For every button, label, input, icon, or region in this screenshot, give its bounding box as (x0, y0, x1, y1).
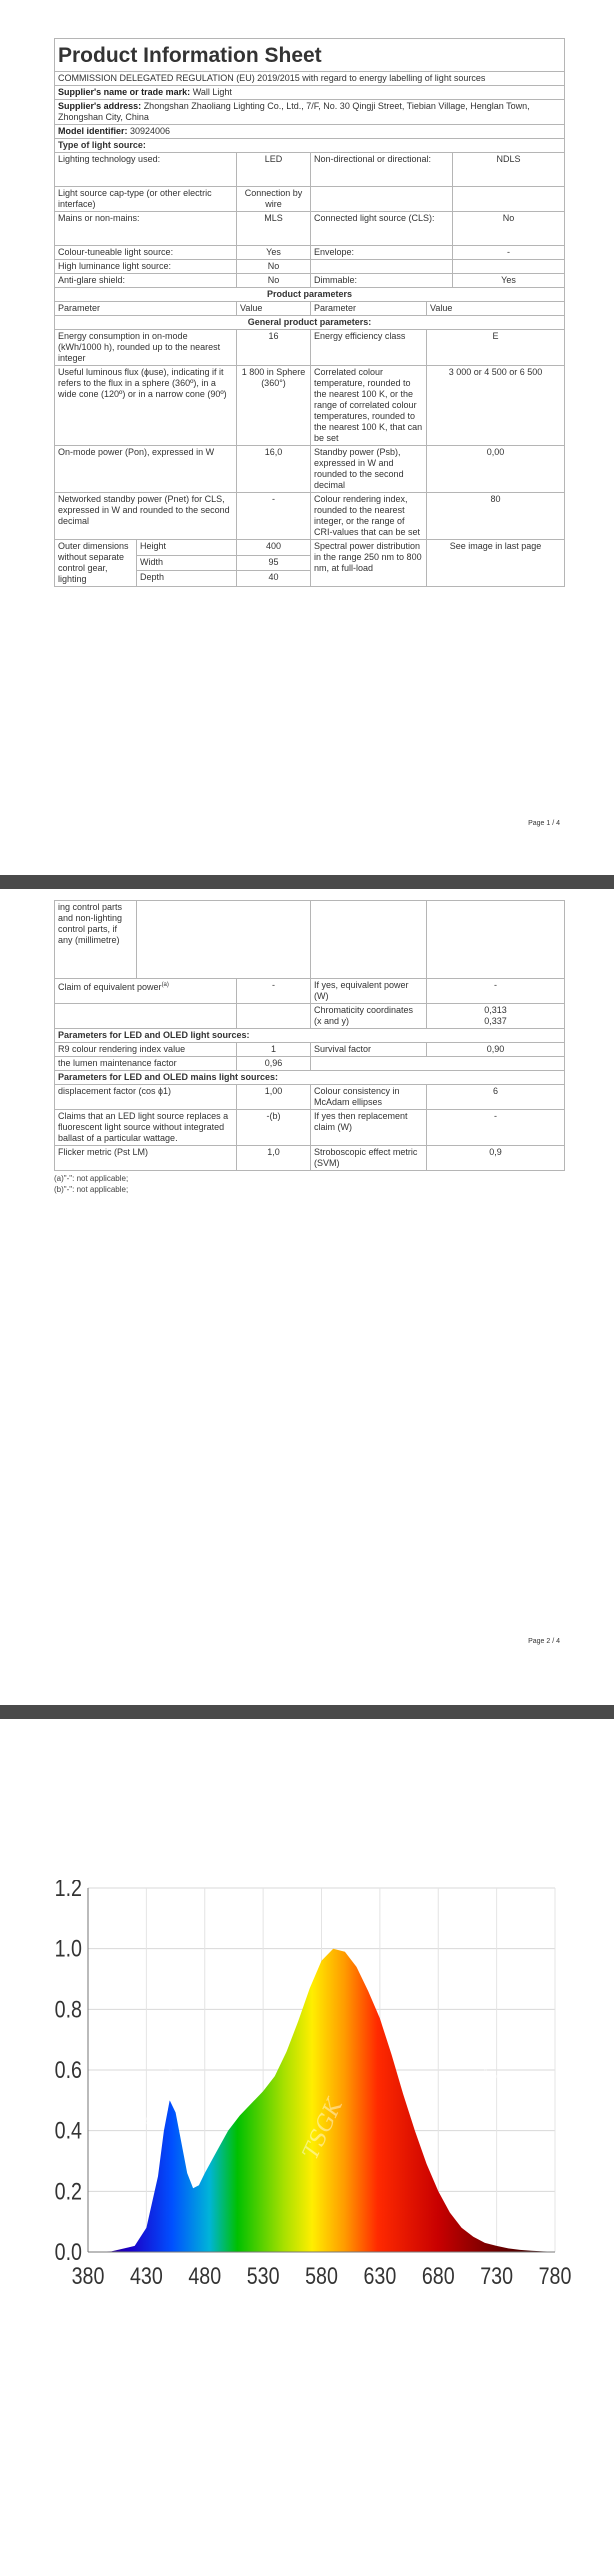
x-tick-label: 430 (129, 2262, 163, 2290)
captype-value: Connection by wire (237, 187, 311, 212)
x-tick-label: 530 (246, 2262, 280, 2290)
model-row (55, 125, 565, 139)
watermark-text: TSGK (456, 2064, 506, 2134)
page-title: Product Information Sheet (55, 39, 565, 72)
antiglare-value: No (237, 274, 311, 288)
spd-value: See image in last page (427, 540, 565, 587)
dimmable-value: Yes (453, 274, 565, 288)
networked-value: - (237, 493, 311, 540)
y-tick-label: 0.0 (54, 2238, 82, 2266)
supplier-address-row (55, 100, 565, 125)
page-1 (54, 38, 564, 828)
svm-label: Stroboscopic effect metric (SVM) (311, 1146, 427, 1171)
networked-label: Networked standby power (Pnet) for CLS, expressed in W and rounded to the second decimal (55, 493, 237, 540)
chroma-y: 0,337 (484, 1016, 507, 1026)
tech-value: LED (237, 153, 311, 187)
cri-value: 80 (427, 493, 565, 540)
captype-label: Light source cap-type (or other electric interface) (55, 187, 237, 212)
page-number-1: Page 1 / 4 (528, 820, 560, 827)
led-parameters-header: Parameters for LED and OLED light sources: (55, 1029, 565, 1043)
general-parameters-header: General product parameters: (55, 316, 565, 330)
ifyes-label: If yes, equivalent power (W) (311, 979, 427, 1004)
disp-value: 1,00 (237, 1085, 311, 1110)
dims-continued: ing control parts and non-lighting control parts, if any (millimetre) (55, 901, 137, 979)
ifyes2-label: If yes then replacement claim (W) (311, 1110, 427, 1146)
x-tick-label: 380 (71, 2262, 105, 2290)
page-separator-1 (0, 875, 614, 889)
nondir-label: Non-directional or directional: (311, 153, 453, 187)
height-label: Height (137, 540, 237, 556)
cct-label: Correlated colour temperature, rounded to the nearest 100 K, or the range of correlated colour temperatures, rounded to the nearest 100 K, that can be set (311, 366, 427, 446)
cri-label: Colour rendering index, rounded to the nearest integer, or the range of CRI-values that can be set (311, 493, 427, 540)
supplier-address-label: Supplier's address: (58, 101, 142, 111)
chroma-x: 0,313 (484, 1005, 507, 1015)
mains-label: Mains or non-mains: (55, 212, 237, 246)
model-label: Model identifier: (58, 126, 128, 136)
envelope-value: - (453, 246, 565, 260)
dims-cont-empty (137, 901, 311, 979)
survival-value: 0,90 (427, 1043, 565, 1057)
equiv-power-label (55, 979, 237, 1004)
antiglare-label: Anti-glare shield: (55, 274, 237, 288)
tunable-label: Colour-tuneable light source: (55, 246, 237, 260)
page-2 (54, 900, 564, 1660)
y-tick-label: 0.2 (54, 2177, 82, 2205)
light-source-type-header: Type of light source: (55, 139, 565, 153)
standby-value: 0,00 (427, 446, 565, 493)
ifyes-value: - (427, 979, 565, 1004)
col-parameter-1: Parameter (55, 302, 237, 316)
watermark-text: TSGK (298, 2095, 349, 2164)
mcadam-value: 6 (427, 1085, 565, 1110)
tunable-value: Yes (237, 246, 311, 260)
y-tick-labels (55, 1880, 82, 2265)
onmode-label-text: On-mode power (Pon), expressed in W (58, 447, 215, 457)
svm-value: 0,9 (427, 1146, 565, 1171)
lumen-label: the lumen maintenance factor (55, 1057, 237, 1071)
product-info-table-page1 (54, 38, 565, 587)
chroma-label: Chromaticity coordinates (x and y) (311, 1004, 427, 1029)
product-info-table-page2 (54, 900, 565, 1171)
ifyes2-value: - (427, 1110, 565, 1146)
onmode-label (55, 446, 237, 493)
mains-parameters-header: Parameters for LED and OLED mains light sources: (55, 1071, 565, 1085)
dimmable-label: Dimmable: (311, 274, 453, 288)
highlum-value: No (237, 260, 311, 274)
x-tick-label: 680 (421, 2262, 455, 2290)
chroma-value (427, 1004, 565, 1029)
standby-label: Standby power (Psb), expressed in W and rounded to the second decimal (311, 446, 427, 493)
dims-cont-empty3 (427, 901, 565, 979)
lumen-value: 0,96 (237, 1057, 311, 1071)
envelope-label: Envelope: (311, 246, 453, 260)
depth-label: Depth (137, 571, 237, 587)
flicker-label: Flicker metric (Pst LM) (55, 1146, 237, 1171)
page-separator-2 (0, 1705, 614, 1719)
spd-label: Spectral power distribution in the range 250 nm to 800 nm, at full-load (311, 540, 427, 587)
nondir-value: NDLS (453, 153, 565, 187)
cls-label: Connected light source (CLS): (311, 212, 453, 246)
y-tick-label: 0.4 (54, 2116, 82, 2145)
width-label: Width (137, 555, 237, 571)
width-value: 95 (237, 555, 311, 571)
highlum-empty-value (453, 260, 565, 274)
watermark-text: TSGK (140, 2064, 191, 2134)
claims-value: -(b) (237, 1110, 311, 1146)
col-value-1: Value (237, 302, 311, 316)
highlum-label: High luminance light source: (55, 260, 237, 274)
y-tick-label: 0.8 (54, 1995, 82, 2023)
captype-empty (311, 187, 453, 212)
footnotes (54, 1173, 564, 1195)
product-parameters-header: Product parameters (55, 288, 565, 302)
captype-empty-value (453, 187, 565, 212)
tech-label: Lighting technology used: (55, 153, 237, 187)
footnote-b: (b)"-": not applicable; (54, 1185, 129, 1194)
r9-value: 1 (237, 1043, 311, 1057)
page-number-2: Page 2 / 4 (528, 1638, 560, 1645)
y-tick-label: 0.6 (54, 2056, 82, 2084)
chroma-empty-value (237, 1004, 311, 1029)
cct-value: 3 000 or 4 500 or 6 500 (427, 366, 565, 446)
y-tick-label: 1.2 (54, 1880, 82, 1902)
eclass-value: E (427, 330, 565, 366)
supplier-address: Zhongshan Zhaoliang Lighting Co., Ltd., 7/F, No. 30 Qingji Street, Tiebian Village, Henglan Town, Zhongshan City, China (58, 101, 530, 122)
spectral-chart-svg (40, 1880, 575, 2300)
x-tick-label: 480 (188, 2262, 222, 2290)
col-value-2: Value (427, 302, 565, 316)
supplier-name: Wall Light (192, 87, 232, 97)
y-tick-label: 1.0 (54, 1934, 82, 1963)
claims-label: Claims that an LED light source replaces a fluorescent light source without integrated ballast of a particular wattage. (55, 1110, 237, 1146)
equiv-power-value: - (237, 979, 311, 1004)
chroma-empty (55, 1004, 237, 1029)
energy-label: Energy consumption in on-mode (kWh/1000 h), rounded up to the nearest integer (55, 330, 237, 366)
x-tick-label: 630 (363, 2262, 397, 2290)
eclass-label: Energy efficiency class (311, 330, 427, 366)
supplier-name-label: Supplier's name or trade mark: (58, 87, 191, 97)
dims-cont-empty2 (311, 901, 427, 979)
highlum-empty (311, 260, 453, 274)
spectral-chart (40, 1880, 575, 2300)
equiv-power-sup: (a) (161, 982, 169, 988)
flux-value: 1 800 in Sphere (360°) (237, 366, 311, 446)
mains-value: MLS (237, 212, 311, 246)
onmode-value: 16,0 (237, 446, 311, 493)
energy-value: 16 (237, 330, 311, 366)
flicker-value: 1,0 (237, 1146, 311, 1171)
x-tick-label: 580 (305, 2262, 338, 2290)
lumen-empty (311, 1057, 565, 1071)
flux-label: Useful luminous flux (ɸuse), indicating if it refers to the flux in a sphere (360º), in a wide cone (120º) or in a narrow cone (90º) (55, 366, 237, 446)
col-parameter-2: Parameter (311, 302, 427, 316)
supplier-name-row (55, 86, 565, 100)
mcadam-label: Colour consistency in McAdam ellipses (311, 1085, 427, 1110)
regulation-text: COMMISSION DELEGATED REGULATION (EU) 2019/2015 with regard to energy labelling of light sources (55, 72, 565, 86)
height-value: 400 (237, 540, 311, 556)
disp-label: displacement factor (cos ɸ1) (55, 1085, 237, 1110)
cls-value: No (453, 212, 565, 246)
footnote-a: (a)"-": not applicable; (54, 1174, 129, 1183)
equiv-power-text: Claim of equivalent power (58, 982, 162, 992)
dims-label: Outer dimensions without separate control gear, lighting (55, 540, 137, 587)
survival-label: Survival factor (311, 1043, 427, 1057)
model-identifier: 30924006 (130, 126, 171, 136)
x-tick-label: 780 (538, 2262, 572, 2290)
x-tick-labels (72, 2262, 572, 2289)
r9-label: R9 colour rendering index value (55, 1043, 237, 1057)
x-tick-label: 730 (480, 2262, 514, 2290)
depth-value: 40 (237, 571, 311, 587)
